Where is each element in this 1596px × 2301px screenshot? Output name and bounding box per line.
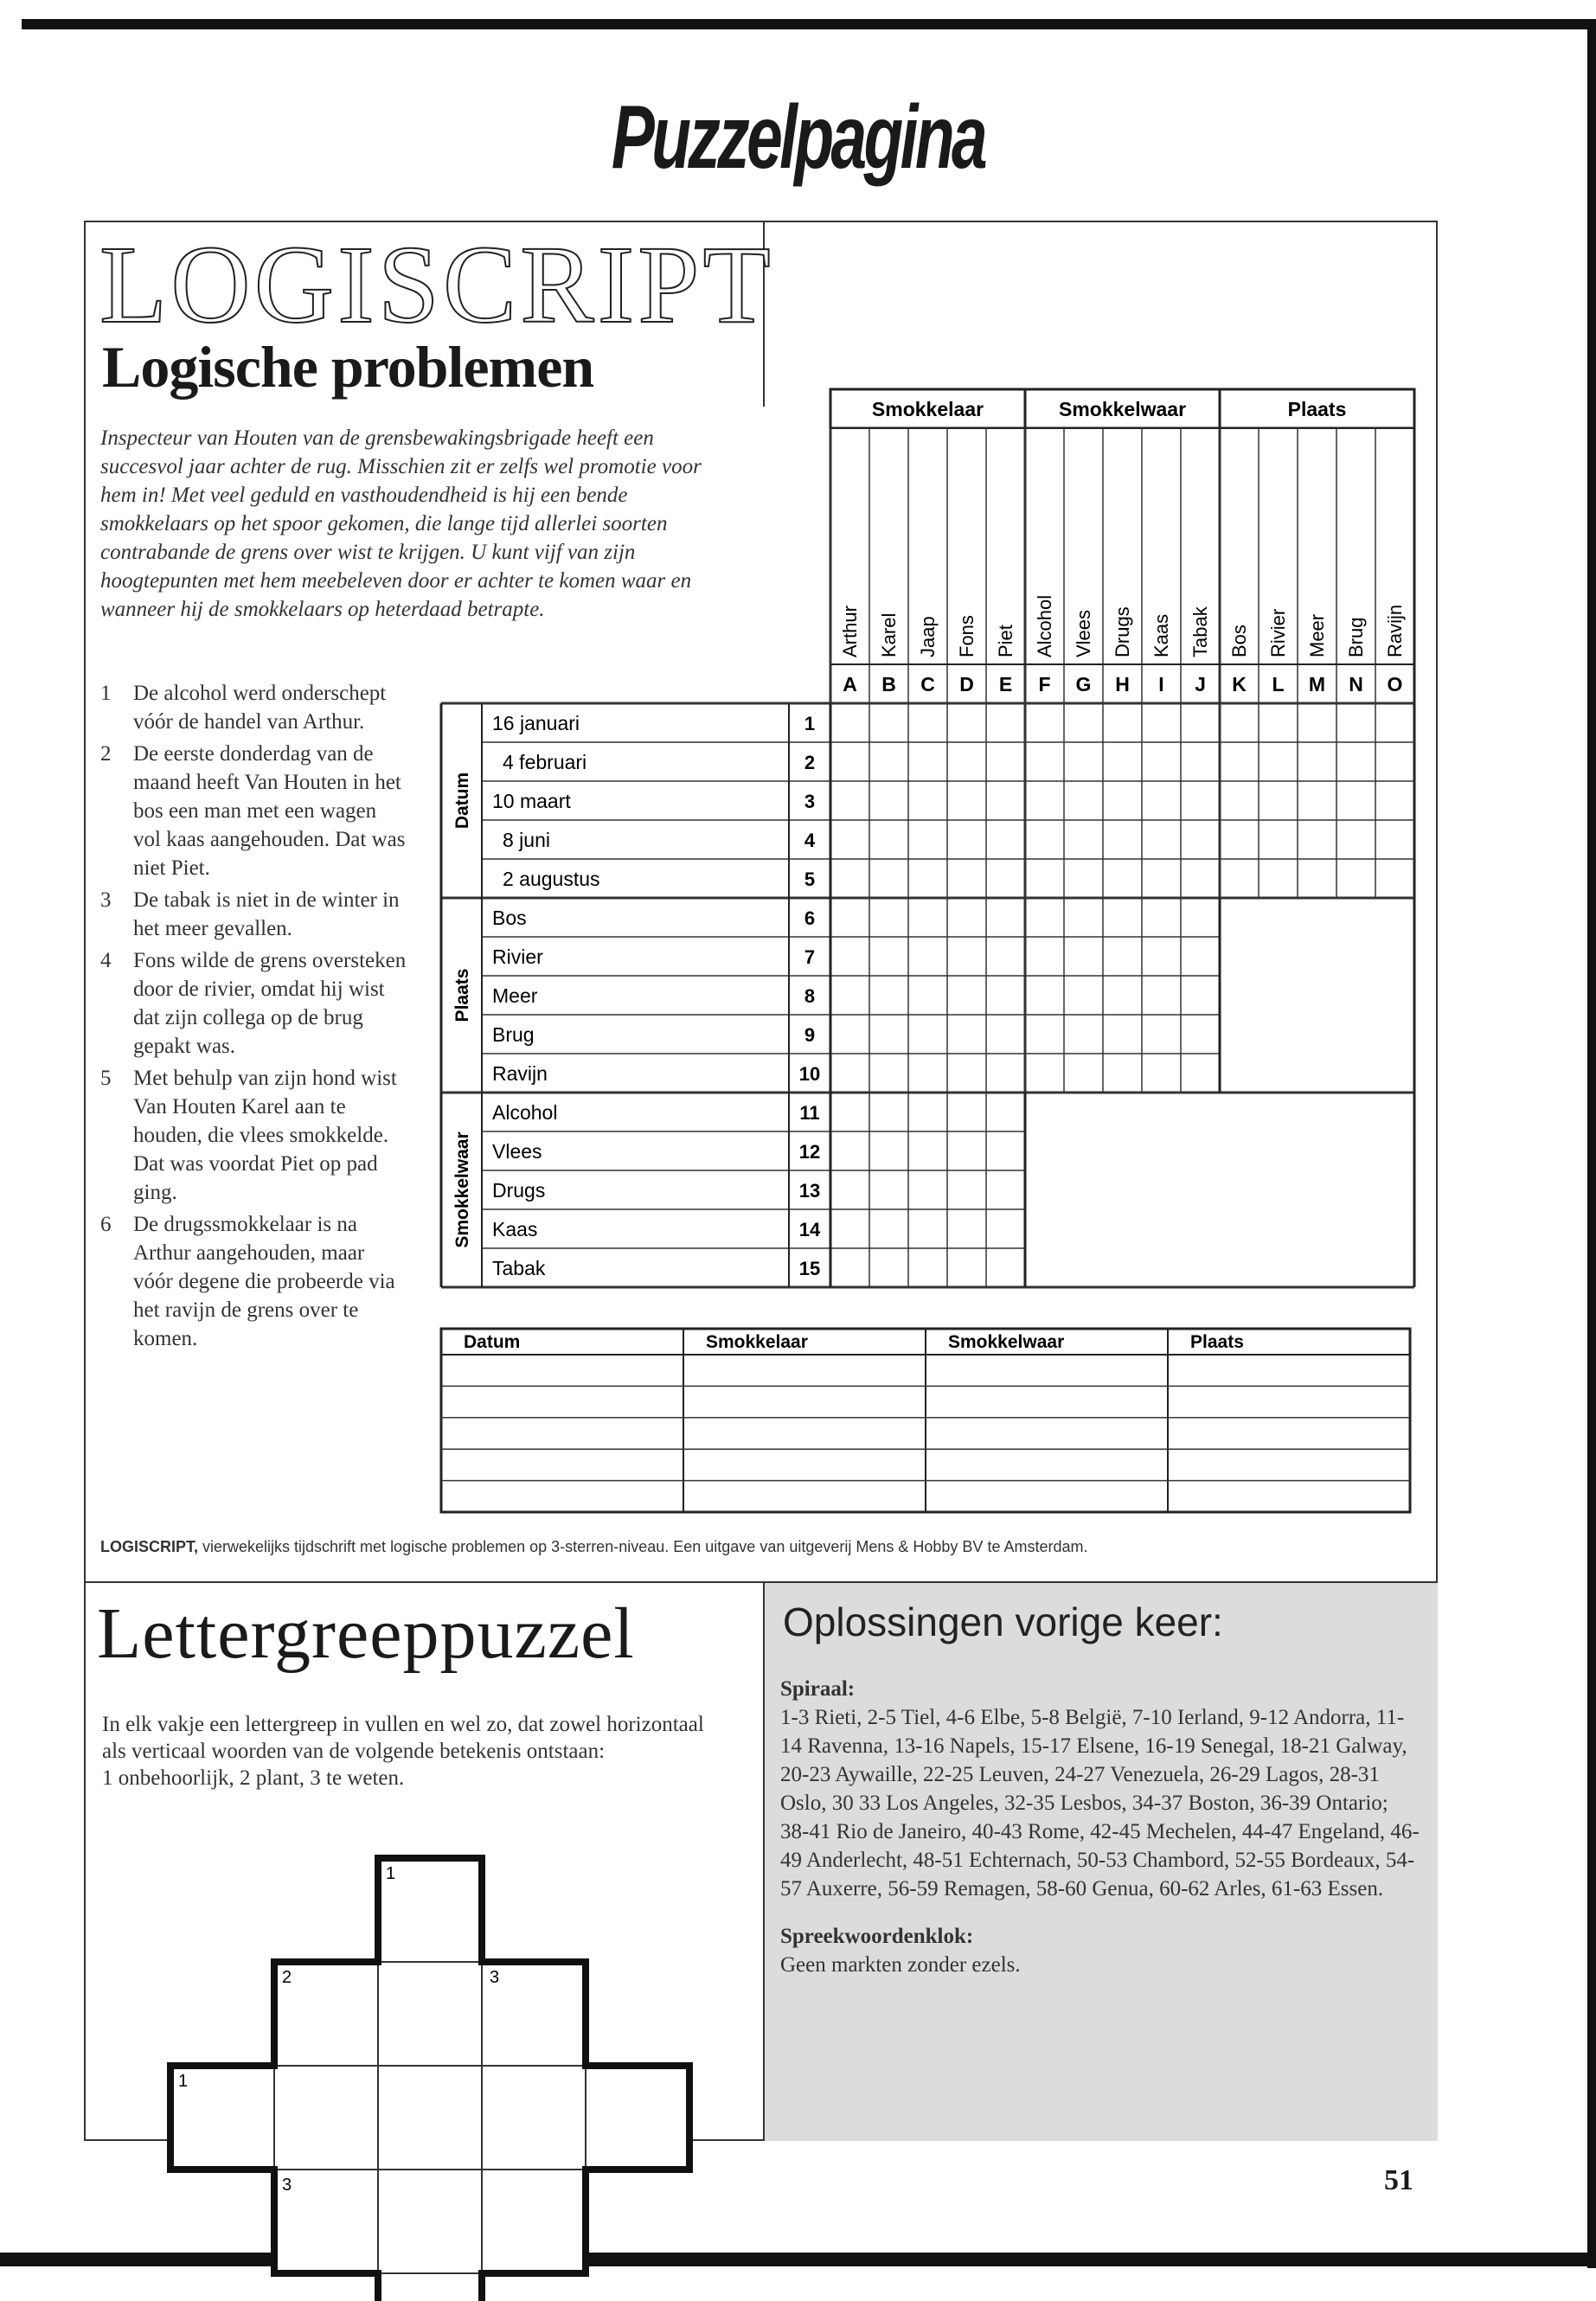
row-label: 16 januari [492, 712, 580, 734]
col-label: Brug [1345, 617, 1367, 657]
col-letter: H [1115, 673, 1130, 695]
logic-heading: Logische problemen [102, 334, 594, 400]
row-number: 2 [804, 752, 816, 773]
col-letter: E [998, 673, 1013, 695]
bottom-border [0, 2253, 1596, 2266]
row-label: Meer [492, 984, 538, 1007]
logiscript-brand: LOGISCRIPT [99, 223, 774, 346]
col-letter: D [959, 673, 974, 695]
col-letter: K [1232, 673, 1247, 695]
row-number: 5 [804, 868, 816, 890]
lgp-cell [378, 2273, 482, 2301]
col-group-label: Plaats [1287, 398, 1347, 420]
row-label: Bos [492, 907, 527, 929]
row-label: Brug [492, 1023, 535, 1046]
solutions-title: Oplossingen vorige keer: [783, 1599, 1223, 1644]
col-label: Karel [878, 612, 900, 657]
col-letter: M [1308, 673, 1326, 695]
spiraal-text: 1-3 Rieti, 2-5 Tiel, 4-6 Elbe, 5-8 België, 7-10 Ierland, 9-12 Andorra, 11-14 Ravenna, 13-16 Napels, 15-17 Elsene, 16-19 Senegal, 18-21 Galway, 20-23 Aywaille, 22-25 Leuven, 24-27 Venezuela, 26-29 Lagos, 28-31 Oslo, 30 33 Los Angeles, 32-35 Lesbos, 34-37 Boston, 36-39 Ontario; 38-41 Rio de Janeiro, 40-43 Rome, 42-45 Mechelen, 44-47 Engeland, 46-49 Anderlecht, 48-51 Echternach, 50-53 Chambord, 52-55 Bordeaux, 54-57 Auxerre, 56-59 Remagen, 58-60 Genua, 60-62 Arles, 61-63 Essen. [780, 1706, 1420, 1900]
row-label: Kaas [492, 1218, 538, 1240]
col-label: Rivier [1267, 608, 1289, 657]
col-label: Fons [956, 615, 977, 657]
row-group-label: Datum [452, 772, 472, 830]
col-label: Ravijn [1384, 604, 1406, 657]
spreekwoord-text: Geen markten zonder ezels. [780, 1953, 1021, 1977]
row-group-label: Smokkelwaar [452, 1131, 472, 1248]
row-label: 10 maart [492, 790, 571, 812]
row-number: 4 [804, 830, 816, 851]
lgp-cell [378, 1962, 482, 2066]
col-letter: L [1272, 673, 1285, 695]
col-letter: G [1075, 673, 1092, 695]
logic-intro: Inspecteur van Houten van de grensbewakingsbrigade heeft een succesvol jaar achter de rug. Misschien zit er zelfs wel promotie voor hem in! Met veel geduld en vasthoudendheid is hij een bende smokkelaars op het spoor gekomen, die lange tijd allerlei soorten contrabande de grens over wist te krijgen. U kunt vijf van zijn hoogtepunten met hem meebeleven door er achter te komen waar en wanneer hij de smokkelaars op heterdaad betrapte. [100, 426, 702, 621]
lgp-cell [274, 2066, 378, 2170]
solutions-body [780, 1675, 1420, 1979]
lgp-cell-number: 1 [178, 2072, 189, 2091]
col-label: Kaas [1151, 613, 1172, 657]
row-number: 9 [804, 1024, 816, 1046]
page-title: Puzzelpagina [611, 87, 985, 188]
row-number: 14 [798, 1219, 821, 1240]
lgp-cell-number: 2 [282, 1968, 292, 1987]
col-label: Arthur [839, 606, 861, 657]
col-letter: A [843, 673, 857, 695]
col-label: Tabak [1189, 606, 1211, 657]
clue-item: 1 De alcohol werd onderschept vóór de handel van Arthur. [100, 682, 387, 734]
row-label: Tabak [492, 1257, 546, 1279]
logiscript-footer: LOGISCRIPT, vierwekelijks tijdschrift met logische problemen op 3-sterren-niveau. Een uitgave van uitgeverij Mens & Hobby BV te Amsterdam. [100, 1538, 1088, 1555]
lgp-cell [482, 2066, 586, 2170]
row-group-label: Plaats [452, 968, 472, 1022]
lgp-cell-number: 1 [386, 1864, 396, 1883]
answer-header: Datum [464, 1332, 521, 1352]
lgp-cell [378, 2170, 482, 2273]
row-number: 13 [798, 1180, 821, 1202]
lettergreep-instructions: In elk vakje een lettergreep in vullen en wel zo, dat zowel horizontaal als verticaal woorden van de volgende betekenis ontstaan: 1 onbehoorlijk, 2 plant, 3 te weten. [102, 1713, 704, 1790]
row-number: 11 [799, 1102, 820, 1124]
col-letter: J [1195, 673, 1206, 695]
col-letter: N [1349, 673, 1363, 695]
lgp-cell [378, 2066, 482, 2170]
clue-item: 2 De eerste donderdag van de maand heeft Van Houten in het bos een man met een wagen vol kaas aangehouden. Dat was niet Piet. [100, 742, 406, 880]
answer-header: Smokkelaar [706, 1332, 808, 1352]
row-number: 8 [804, 985, 816, 1007]
col-label: Alcohol [1034, 594, 1055, 657]
clue-item: 6 De drugssmokkelaar is na Arthur aangehouden, maar vóór degene die probeerde via het ravijn de grens over te komen. [100, 1213, 395, 1350]
clue-item: 4 Fons wilde de grens oversteken door de rivier, omdat hij wist dat zijn collega op de brug gepakt was. [100, 949, 407, 1058]
col-label: Drugs [1112, 606, 1133, 657]
row-number: 15 [798, 1258, 821, 1279]
row-number: 6 [804, 907, 816, 929]
clue-item: 3 De tabak is niet in de winter in het meer gevallen. [100, 888, 400, 940]
col-letter: O [1387, 673, 1403, 695]
lgp-cell-number: 3 [282, 2176, 292, 2195]
answer-header: Smokkelwaar [948, 1332, 1065, 1352]
row-number: 12 [798, 1141, 821, 1163]
row-label: Drugs [492, 1179, 546, 1202]
row-number: 7 [804, 946, 816, 968]
col-letter: F [1038, 673, 1051, 695]
col-group-label: Smokkelwaar [1058, 398, 1187, 420]
lgp-cell [482, 2170, 586, 2273]
col-label: Bos [1228, 625, 1250, 657]
row-number: 3 [804, 791, 816, 812]
col-letter: B [881, 673, 896, 695]
row-label: Rivier [492, 945, 543, 968]
row-number: 10 [798, 1063, 821, 1085]
lgp-cell-number: 3 [490, 1968, 500, 1987]
col-label: Piet [995, 625, 1016, 657]
row-number: 1 [804, 713, 816, 734]
spiraal-heading: Spiraal: [780, 1677, 856, 1701]
row-label: 2 augustus [503, 868, 600, 890]
row-label: Ravijn [492, 1062, 548, 1085]
col-label: Vlees [1073, 609, 1094, 657]
col-label: Meer [1306, 613, 1328, 657]
col-group-label: Smokkelaar [871, 398, 984, 420]
lgp-cell [586, 2066, 689, 2170]
col-label: Jaap [917, 616, 939, 657]
clue-item: 5 Met behulp van zijn hond wist Van Houten Karel aan te houden, die vlees smokkelde. Dat was voordat Piet op pad ging. [100, 1067, 397, 1204]
spreekwoord-heading: Spreekwoordenklok: [780, 1925, 974, 1948]
page-number: 51 [1384, 2164, 1413, 2196]
row-label: 4 februari [503, 751, 587, 773]
col-letter: C [920, 673, 935, 695]
row-label: Vlees [492, 1140, 542, 1163]
row-label: 8 juni [503, 829, 550, 851]
col-letter: I [1158, 673, 1164, 695]
answer-header: Plaats [1190, 1332, 1244, 1352]
lettergreep-title: Lettergreeppuzzel [97, 1593, 635, 1674]
row-label: Alcohol [492, 1101, 558, 1124]
